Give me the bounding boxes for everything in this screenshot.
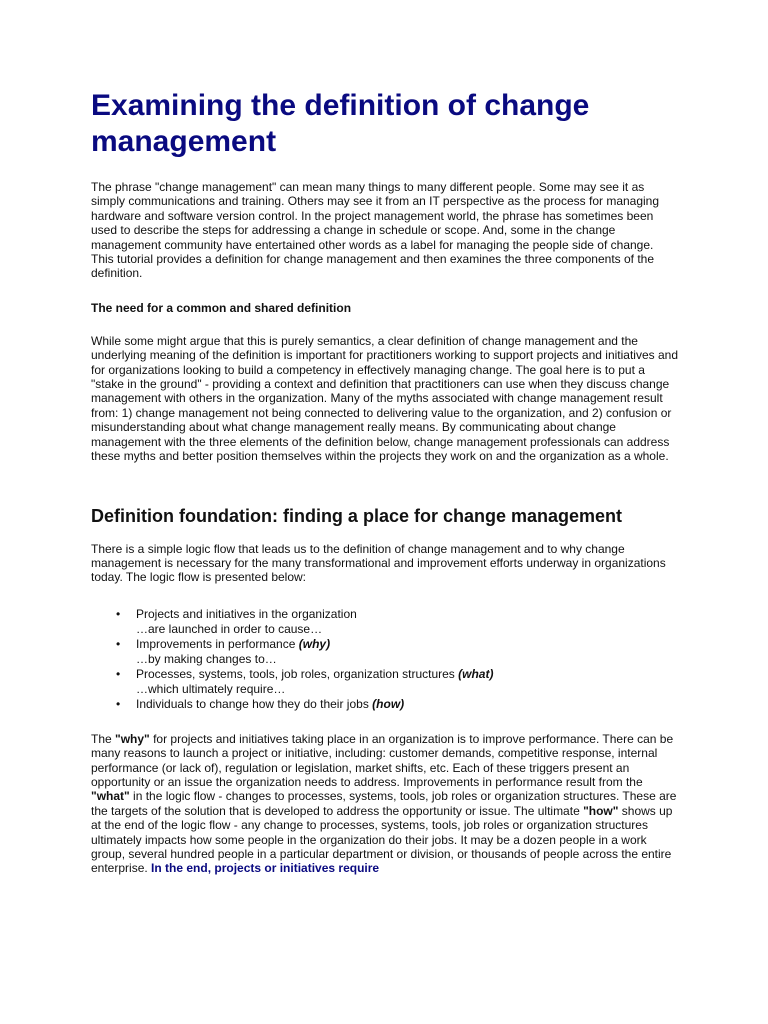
list-item-subtext: …which ultimately require…: [136, 681, 286, 696]
list-item-text: Improvements in performance: [136, 636, 299, 651]
bullet-icon: •: [116, 666, 121, 681]
page-title: [91, 88, 679, 160]
list-item: [91, 697, 679, 712]
need-paragraph: While some might argue that this is purely semantics, a clear definition of change management and the underlying meaning of the definition is important for practitioners working to support projects and initiatives and for organizations looking to build a competency in effectively managing change. The goal here is to put a "stake in the ground" - providing a context and definition that practitioners can use when they discuss change management with others in the organization. Many of the myths associated with change management result from: 1) change management not being connected to delivering value to the organization, and 2) confusion or misunderstanding about what change management really means. By communicating about change management with the three elements of the definition below, change management professionals can address these myths and better position themselves within the projects they work on and the organization as a whole.: [91, 333, 678, 464]
why-what-how-paragraph: [91, 732, 679, 876]
intro-paragraph: The phrase "change management" can mean many things to many different people. Some may see it as simply communications and training. Others may see it from an IT perspective as the process for managing hardware and software version control. In the project management world, the phrase has sometimes been used to describe the steps for addressing a change in schedule or scope. And, some in the change management community have entertained other words as a label for managing the people side of change. This tutorial provides a definition for change management and then examines the three components of the definition.: [91, 180, 660, 281]
list-item-keyword: (why): [298, 636, 331, 651]
text-run: in the logic flow - changes to processes, systems, tools, job roles or organization structures. These are the targets of the solution that is developed to address the opportunity or issue. The ultimate: [91, 789, 677, 818]
list-item: [91, 637, 679, 667]
list-item-text: Individuals to change how they do their jobs: [136, 696, 373, 711]
list-item: [91, 667, 679, 697]
foundation-heading: Definition foundation: finding a place for change management: [91, 505, 623, 526]
bullet-icon: •: [116, 696, 121, 711]
bullet-icon: •: [116, 636, 121, 651]
list-item-subtext: …by making changes to…: [136, 651, 277, 666]
logic-flow-intro: There is a simple logic flow that leads us to the definition of change management and to why change management is necessary for the many transformational and improvement efforts underway in organizations today. The logic flow is presented below:: [91, 541, 666, 585]
highlighted-conclusion: In the end, projects or initiatives require: [151, 861, 380, 876]
list-item-keyword: (how): [372, 696, 405, 711]
text-run: The: [91, 731, 116, 746]
list-item-text: Processes, systems, tools, job roles, organization structures: [136, 666, 459, 681]
text-run: shows up at the end of the logic flow - any change to processes, systems, tools, job roles or organization structures ultimately impacts how some people in the organization do their jobs. It may be a dozen people in a work group, several hundred people in a particular department or division, or thousands of people across the entire enterprise.: [91, 803, 673, 876]
how-keyword: "how": [583, 803, 619, 818]
list-item-text: Projects and initiatives in the organization: [136, 606, 357, 621]
list-item: [91, 607, 679, 637]
page-title-line-1: Examining the definition of change: [91, 89, 590, 122]
list-item-keyword: (what): [458, 666, 494, 681]
page-title-line-2: management: [91, 125, 277, 158]
what-keyword: "what": [91, 789, 130, 804]
text-run: for projects and initiatives taking place in an organization is to improve performance. There can be many reasons to launch a project or initiative, including: customer demands, competitive response, internal performance (or lack of), regulation or legislation, market shifts, etc. Each of these triggers present an opportunity or an issue the organization needs to address. Improvements in performance result from the: [91, 731, 674, 789]
list-item-subtext: …are launched in order to cause…: [136, 621, 323, 636]
document-page: [91, 88, 679, 876]
why-keyword: "why": [115, 731, 150, 746]
need-heading: The need for a common and shared definition: [91, 300, 352, 315]
bullet-icon: •: [116, 606, 121, 621]
logic-flow-list: [91, 607, 679, 712]
